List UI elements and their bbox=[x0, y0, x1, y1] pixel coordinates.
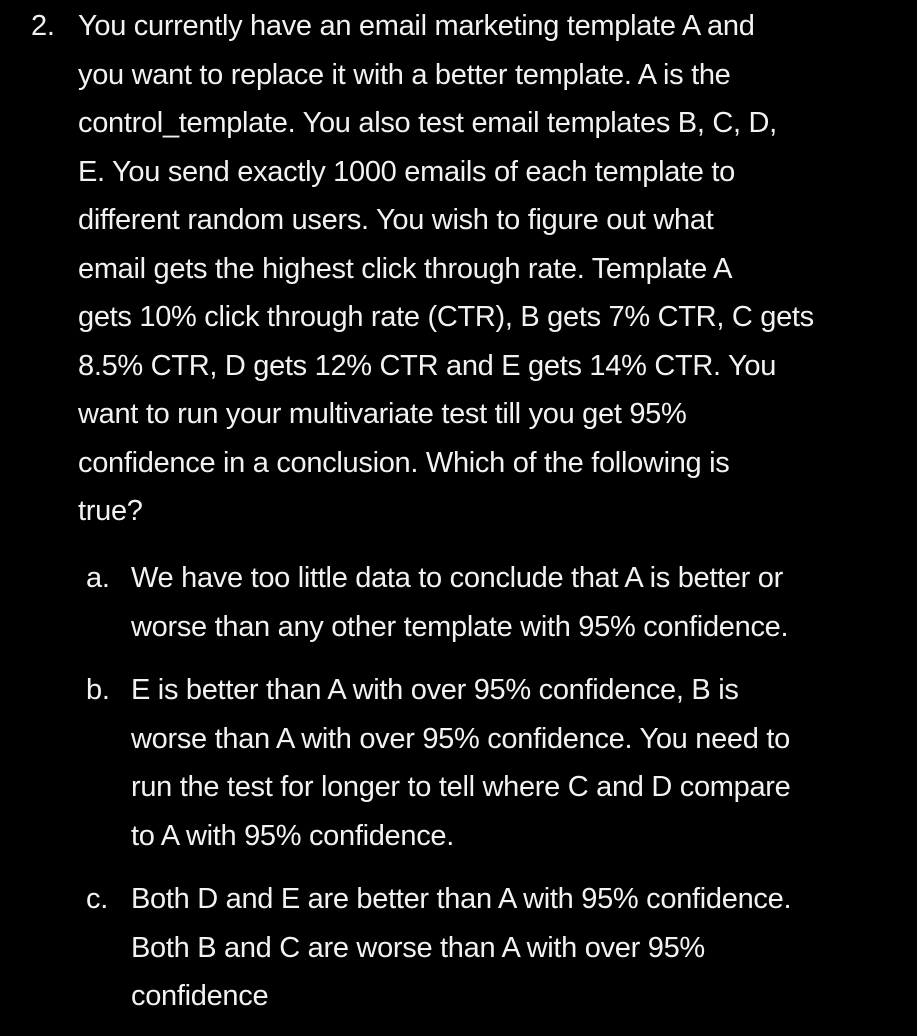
option-a bbox=[0, 554, 917, 651]
answer-options bbox=[0, 554, 917, 1036]
question-number: 2. bbox=[31, 10, 55, 42]
option-b-letter: b. bbox=[86, 674, 110, 706]
option-c-text: Both D and E are better than A with 95% confidence. Both B and C are worse than A with over 95% confidence bbox=[131, 883, 792, 1012]
option-c-letter: c. bbox=[86, 883, 108, 915]
option-a-letter: a. bbox=[86, 562, 110, 594]
option-b-text: E is better than A with over 95% confidence, B is worse than A with over 95% confidence. You need to run the test for longer to tell where C and D compare to A with 95% confidence. bbox=[131, 674, 791, 852]
question-text: You currently have an email marketing template A and you want to replace it with a better template. A is the control_template. You also test email templates B, C, D, E. You send exactly 1000 emails of each template to different random users. You wish to figure out what email gets the highest click through rate. Template A gets 10% click through rate (CTR), B gets 7% CTR, C gets 8.5% CTR, D gets 12% CTR and E gets 14% CTR. You want to run your multivariate test till you get 95% confidence in a conclusion. Which of the following is true? bbox=[78, 10, 814, 527]
option-a-text: We have too little data to conclude that A is better or worse than any other template with 95% confidence. bbox=[131, 562, 789, 643]
option-c bbox=[0, 875, 917, 1021]
option-b bbox=[0, 666, 917, 860]
